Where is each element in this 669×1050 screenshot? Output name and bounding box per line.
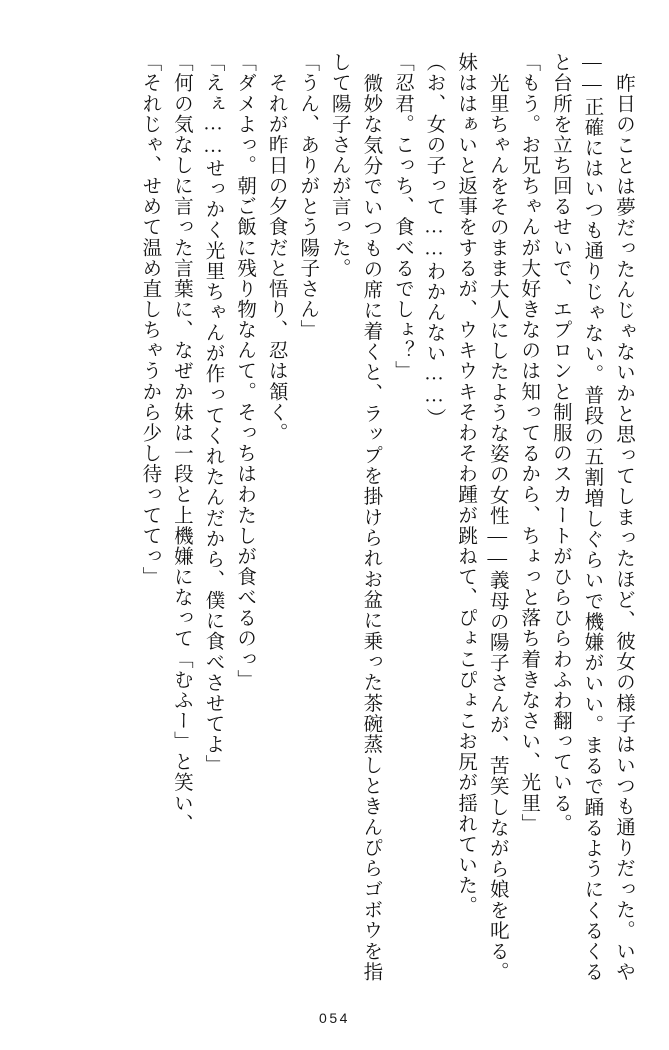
body-text (30, 52, 639, 982)
paragraph: 「忍君。こっち、食べるでしょ？」 (391, 52, 413, 382)
paragraph: 「何の気なしに言った言葉に、なぜか妹は一段と上機嫌になって「むふー」と笑い、 (170, 52, 192, 834)
paragraph: 昨日のことは夢だったんじゃないかと思ってしまったほど、彼女の様子はいつも通りだった。いや——正確にはいつも通りじゃない。普段の五割増しぐらいで機嫌がいい。まるで踊るようにくるくると台所を立ち回るせいで、エプロンと制服のスカートがひらひらわふわ翻っている。 (549, 52, 634, 982)
paragraph: それが昨日の夕食だと悟り、忍は頷く。 (265, 52, 287, 443)
paragraph: 「えぇ……せっかく光里ちゃんが作ってくれたんだから、僕に食べさせてよ」 (202, 52, 224, 776)
paragraph: 「それじゃ、せめて温め直しちゃうから少し待っててっ」 (139, 52, 161, 587)
paragraph: 光里ちゃんをそのまま大人にしたような姿の女性——義母の陽子さんが、苦笑しながら娘を叱る。妹ははぁいと返事をするが、ウキウキそわそわ踵が跳ねて、ぴょこぴょこお尻が揺れていた。 (455, 52, 508, 982)
paragraph: （お、女の子って……わかんない……） (423, 52, 445, 429)
paragraph: 「うん、ありがとう陽子さん」 (297, 52, 319, 341)
page-number: 054 (319, 1010, 350, 1026)
paragraph: 微妙な気分でいつもの席に着くと、ラップを掛けられお盆に乗った茶碗蒸しときんぴらゴボウを指して陽子さんが言った。 (328, 52, 382, 982)
paragraph: 「もう。お兄ちゃんが大好きなのは知ってるから、ちょっと落ち着きなさい、光里」 (518, 52, 540, 834)
paragraph: 「ダメよっ。朝ご飯に残り物なんて。そっちはわたしが食べるのっ」 (234, 52, 256, 690)
